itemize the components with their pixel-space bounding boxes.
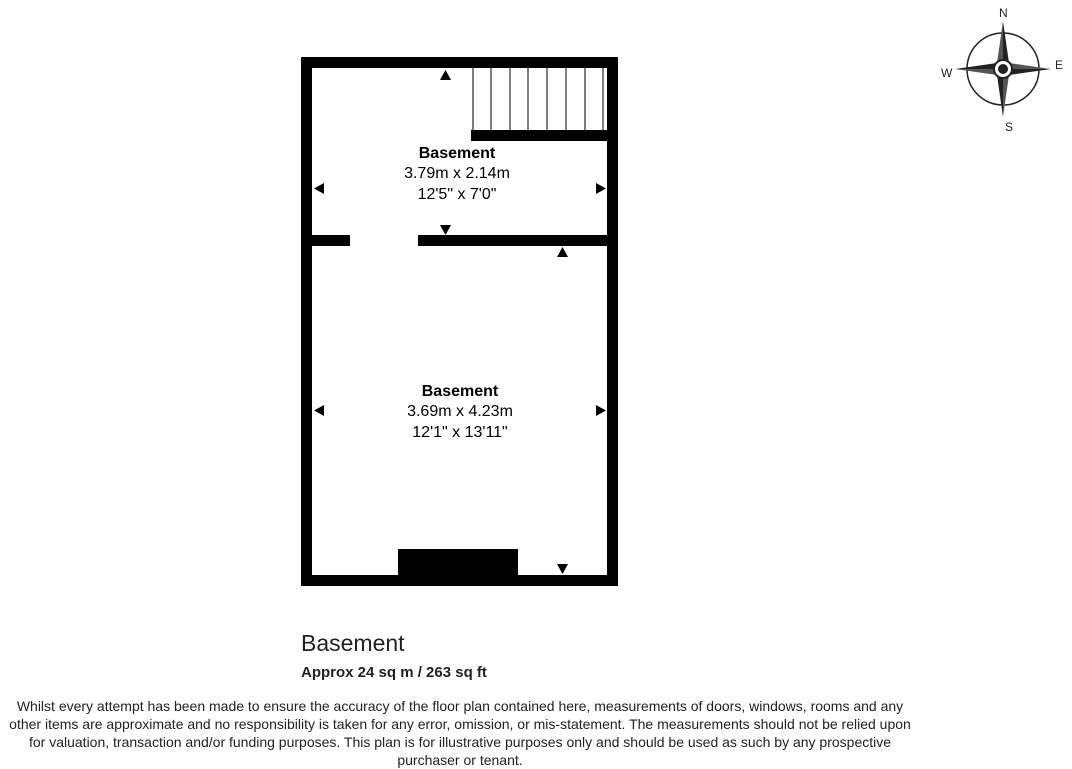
svg-text:12'1" x 13'11": 12'1" x 13'11" <box>412 424 508 441</box>
compass-rose-icon <box>941 6 1063 134</box>
disclaimer-text: Whilst every attempt has been made to ensure the accuracy of the floor plan contained here, measurements of doors, windows, rooms and any other items are approximate and no responsibility is taken for any error, omission, or mis-statement. The measurements should not be relied upon for valuation, transaction and/or funding purposes. This plan is for illustrative purposes only and should be used as such by any prospective purchaser or tenant. <box>9 698 911 768</box>
staircase <box>471 68 607 141</box>
floor-area: Approx 24 sq m / 263 sq ft <box>301 664 487 681</box>
svg-text:Basement: Basement <box>418 145 496 162</box>
arrow-right-icon <box>596 183 606 194</box>
room-label-lower <box>407 383 513 441</box>
floor-title: Basement <box>301 630 405 656</box>
arrow-down-icon <box>557 564 568 574</box>
room-label-upper <box>404 145 510 203</box>
arrow-up-icon <box>557 247 568 257</box>
svg-text:S: S <box>1005 120 1014 134</box>
svg-text:12'5" x 7'0": 12'5" x 7'0" <box>417 186 497 203</box>
svg-text:3.69m x 4.23m: 3.69m x 4.23m <box>407 403 513 420</box>
chimney-breast <box>398 549 518 575</box>
partition-wall <box>312 235 607 246</box>
arrow-up-icon <box>440 70 451 80</box>
arrow-left-icon <box>314 405 324 416</box>
arrow-down-icon <box>440 225 451 235</box>
svg-text:E: E <box>1055 58 1064 72</box>
svg-text:Basement: Basement <box>421 383 499 400</box>
svg-text:3.79m x 2.14m: 3.79m x 2.14m <box>404 165 510 182</box>
arrow-left-icon <box>314 183 324 194</box>
svg-text:W: W <box>941 66 953 80</box>
svg-text:N: N <box>999 6 1008 20</box>
arrow-right-icon <box>596 405 606 416</box>
